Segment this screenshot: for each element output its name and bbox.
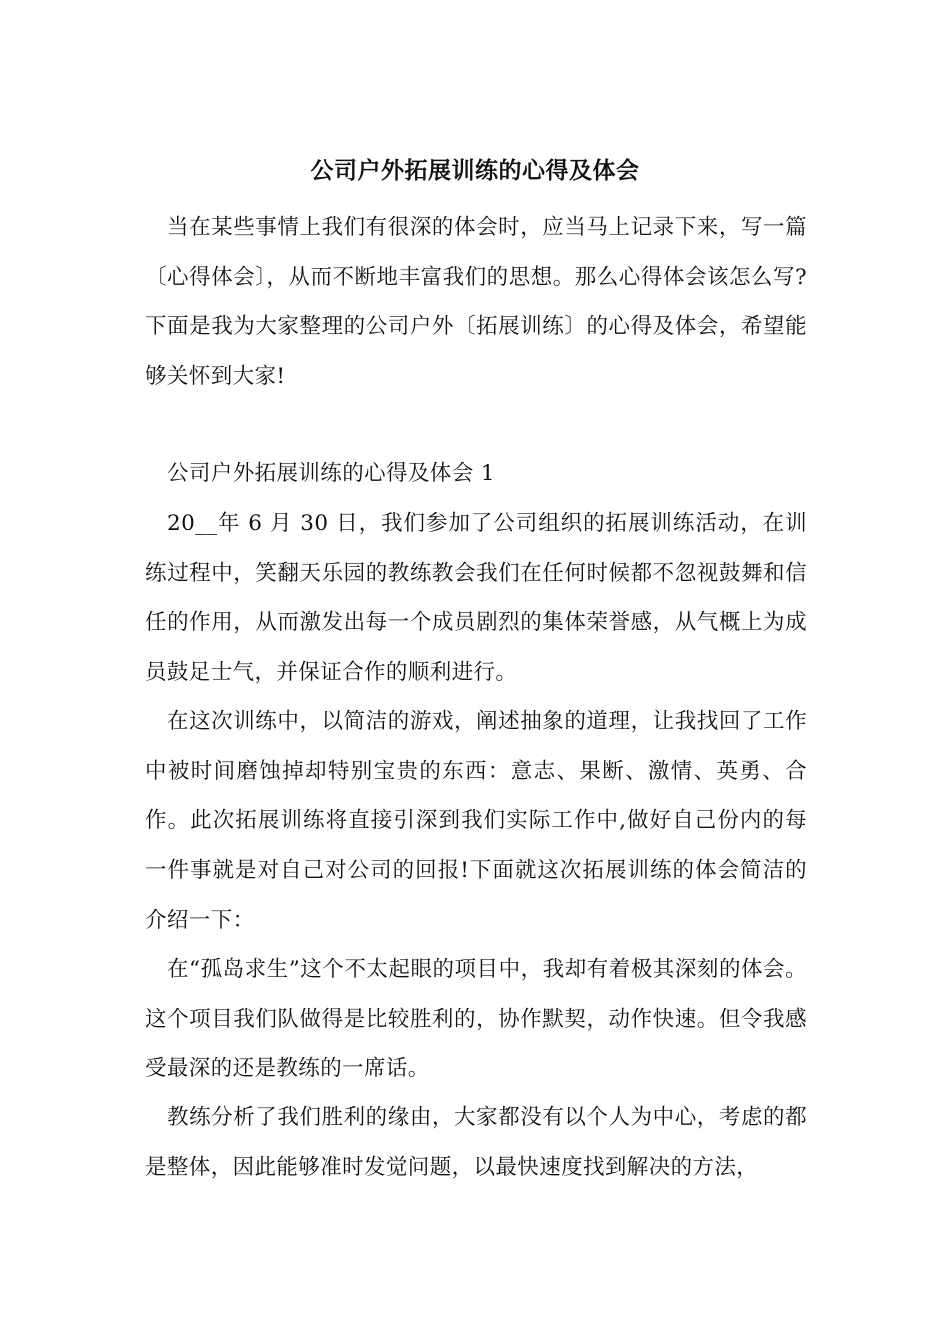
body-paragraph: 在这次训练中，以简洁的游戏，阐述抽象的道理，让我找回了工作中被时间磨蚀掉却特别宝贵的东西：意志、果断、激情、英勇、合作。此次拓展训练将直接引深到我们实际工作中,做好自己份内的每一件事就是对自己对公司的回报!下面就这次拓展训练的体会简洁的介绍一下：	[145, 709, 807, 933]
intro-paragraph: 当在某些事情上我们有很深的体会时，应当马上记录下来，写一篇〔心得体会〕，从而不断地丰富我们的思想。那么心得体会该怎么写?下面是我为大家整理的公司户外〔拓展训练〕的心得及体会，希望能够关怀到大家!	[145, 215, 807, 390]
body-paragraph: 在“孤岛求生”这个不太起眼的项目中，我却有着极其深刻的体会。这个项目我们队做得是比较胜利的，协作默契，动作快速。但令我感受最深的还是教练的一席话。	[145, 957, 807, 1082]
body-paragraph: 教练分析了我们胜利的缘由，大家都没有以个人为中心，考虑的都是整体，因此能够准时发觉问题，以最快速度找到解决的方法，	[145, 1105, 807, 1180]
document-title: 公司户外拓展训练的心得及体会	[310, 157, 640, 184]
section-heading: 公司户外拓展训练的心得及体会 1	[167, 461, 495, 486]
body-paragraph: 20__年 6 月 30 日，我们参加了公司组织的拓展训练活动，在训练过程中，笑翻天乐园的教练教会我们在任何时候都不忽视鼓舞和信任的作用，从而激发出每一个成员剧烈的集体荣誉感，从气概上为成员鼓足士气，并保证合作的顺利进行。	[145, 511, 807, 686]
